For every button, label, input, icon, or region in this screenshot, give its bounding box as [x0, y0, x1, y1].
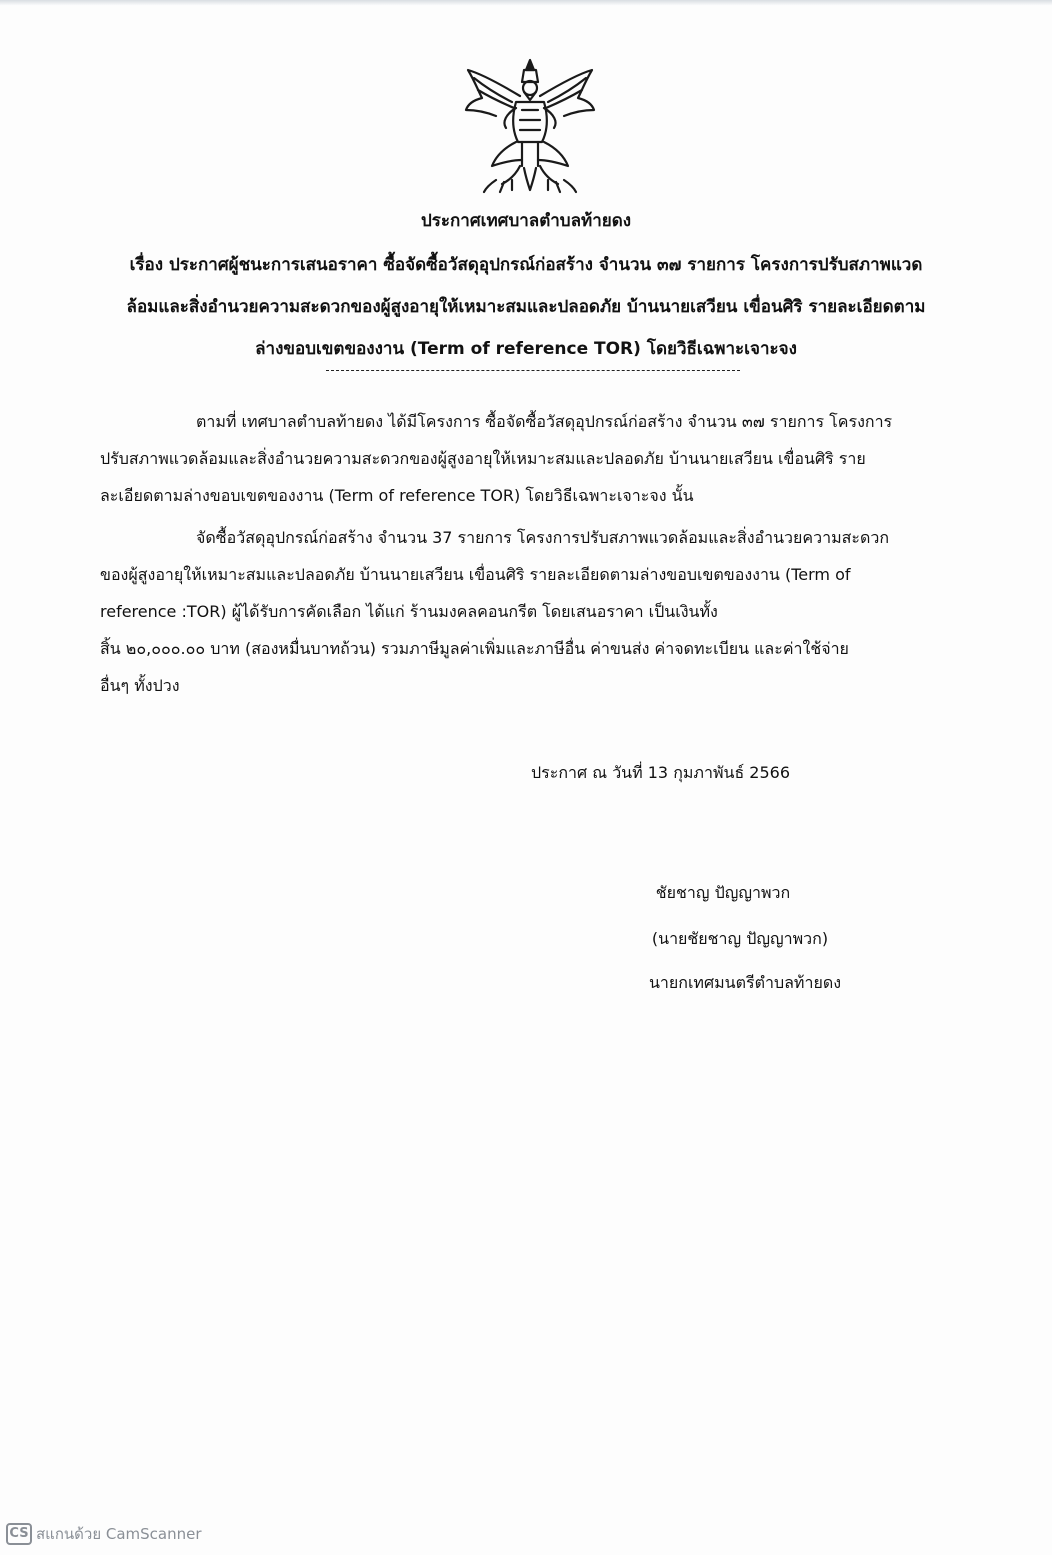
- paragraph-background: [100, 403, 960, 514]
- paragraph-line: ละเอียดตามล่างขอบเขตของงาน (Term of reference TOR) โดยวิธีเฉพาะเจาะจง นั้น: [100, 486, 694, 505]
- paragraph-line: ปรับสภาพแวดล้อมและสิ่งอำนวยความสะดวกของผู้สูงอายุให้เหมาะสมและปลอดภัย บ้านนายเสวียน เขื่อนศิริ ราย: [100, 449, 866, 468]
- scan-edge: [0, 0, 1052, 6]
- subject-line: ล้อมและสิ่งอำนวยความสะดวกของผู้สูงอายุให้เหมาะสมและปลอดภัย บ้านนายเสวียน เขื่อนศิริ รายละเอียดตาม: [126, 297, 926, 317]
- paragraph-line: ของผู้สูงอายุให้เหมาะสมและปลอดภัย บ้านนายเสวียน เขื่อนศิริ รายละเอียดตามล่างขอบเขตของงาน (Term of: [100, 565, 851, 584]
- garuda-emblem-icon: [460, 56, 600, 196]
- document-title: ประกาศเทศบาลตำบลท้ายดง: [420, 211, 632, 231]
- subject-line: ล่างขอบเขตของงาน (Term of reference TOR) โดยวิธีเฉพาะเจาะจง: [255, 339, 797, 359]
- dashed-separator: [326, 370, 740, 371]
- paragraph-line: reference :TOR) ผู้ได้รับการคัดเลือก ได้แก่ ร้านมงคลคอนกรีต โดยเสนอราคา เป็นเงินทั้ง: [100, 602, 718, 621]
- camscanner-watermark: [6, 1521, 202, 1547]
- paragraph-line: สิ้น ๒๐,๐๐๐.๐๐ บาท (สองหมื่นบาทถ้วน) รวมภาษีมูลค่าเพิ่มและภาษีอื่น ค่าขนส่ง ค่าจดทะเบียน และค่าใช้จ่าย: [100, 639, 849, 658]
- paragraph-line: จัดซื้อวัสดุอุปกรณ์ก่อสร้าง จำนวน 37 รายการ โครงการปรับสภาพแวดล้อมและสิ่งอำนวยความสะดวก: [196, 528, 890, 547]
- announcement-date: ประกาศ ณ วันที่ 13 กุมภาพันธ์ 2566: [531, 763, 791, 782]
- watermark-text: สแกนด้วย CamScanner: [36, 1525, 202, 1543]
- paragraph-line: อื่นๆ ทั้งปวง: [100, 676, 180, 695]
- subject-line: เรื่อง ประกาศผู้ชนะการเสนอราคา ซื้อจัดซื้อวัสดุอุปกรณ์ก่อสร้าง จำนวน ๓๗ รายการ โครงการปรับสภาพแวด: [129, 255, 923, 275]
- paragraph-award: [100, 519, 960, 704]
- signatory-position: นายกเทศมนตรีตำบลท้ายดง: [648, 973, 842, 992]
- camscanner-logo-icon: CS: [6, 1523, 32, 1545]
- paragraph-line: ตามที่ เทศบาลตำบลท้ายดง ได้มีโครงการ ซื้อจัดซื้อวัสดุอุปกรณ์ก่อสร้าง จำนวน ๓๗ รายการ โครงการ: [196, 412, 893, 431]
- document-subject: [60, 244, 992, 370]
- signatory-full-name: (นายชัยชาญ ปัญญาพวก): [651, 929, 829, 948]
- signature-name: ชัยชาญ ปัญญาพวก: [655, 883, 791, 902]
